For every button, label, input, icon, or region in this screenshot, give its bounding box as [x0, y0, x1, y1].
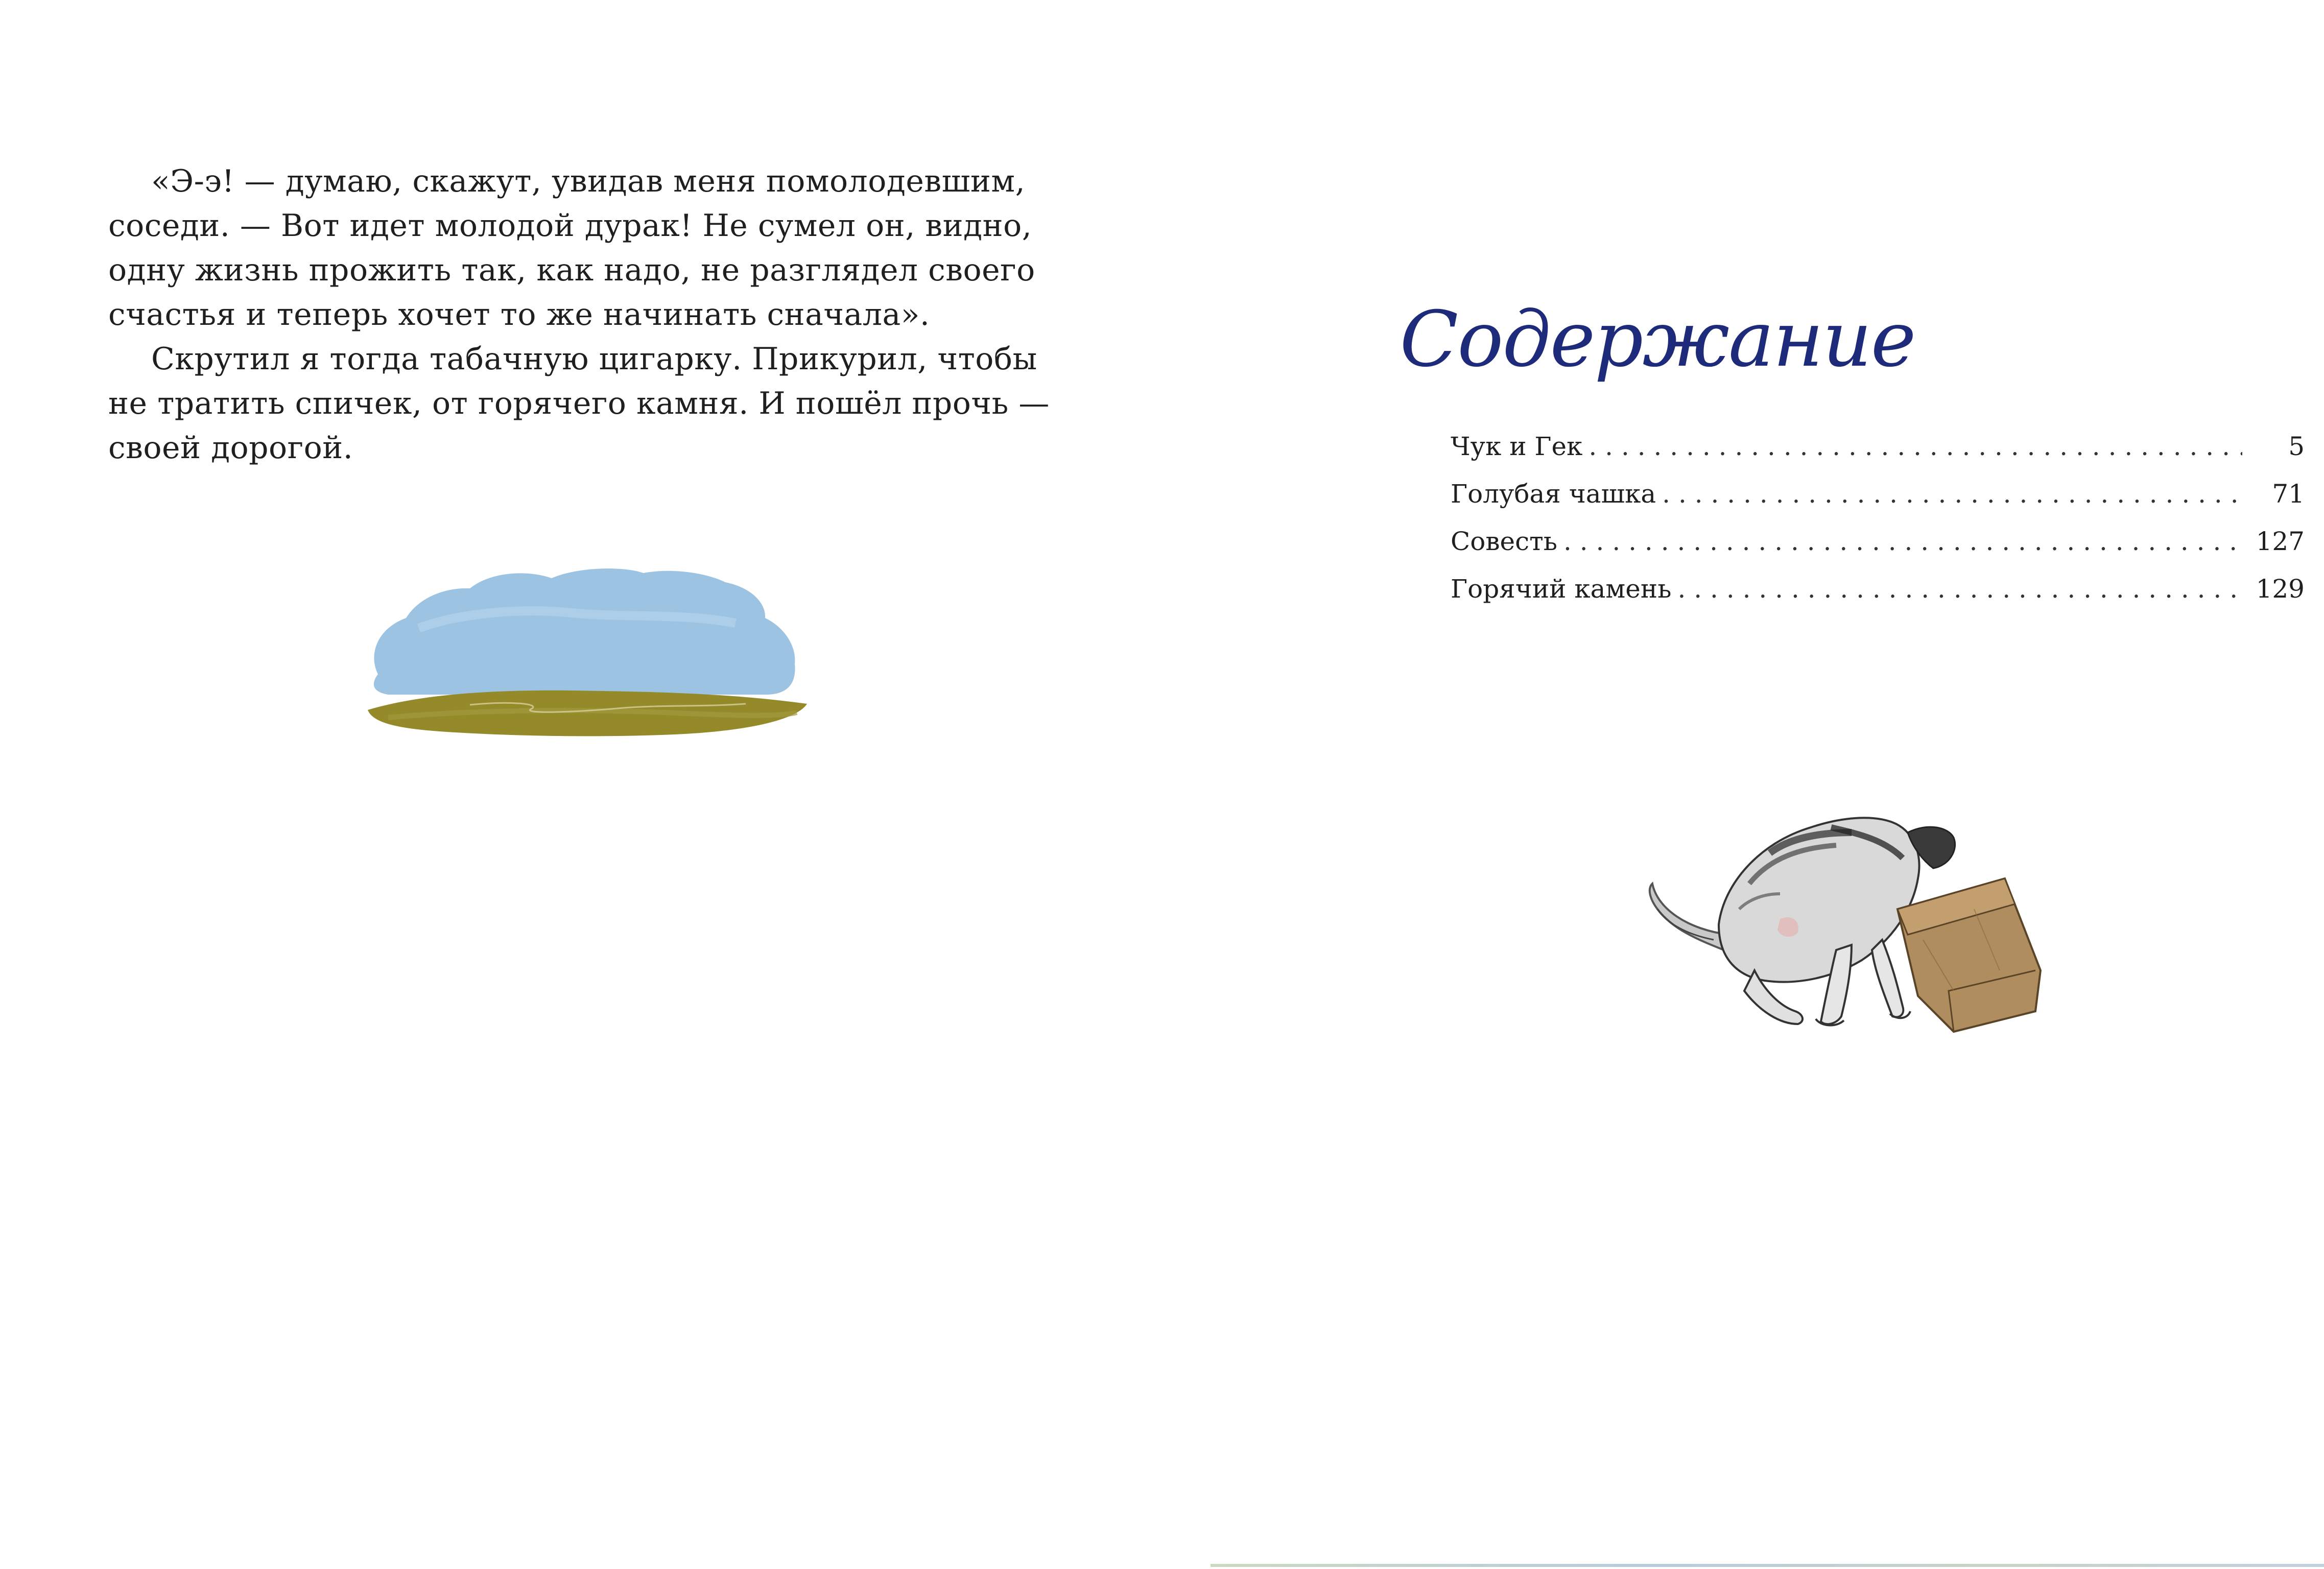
- text-line: счастья и теперь хочет то же начинать сначала».: [108, 297, 930, 332]
- text-line: Скрутил я тогда табачную цигарку. Прикурил, чтобы: [151, 341, 1037, 377]
- toc-item-page: 71: [2272, 479, 2305, 509]
- dog-front-leg: [1872, 940, 1903, 1017]
- toc-item[interactable]: [1451, 423, 2305, 470]
- toc-dot-leader: [1563, 518, 2242, 565]
- sky-cloud: [374, 568, 795, 695]
- toc-item[interactable]: [1451, 470, 2305, 518]
- paragraph-2: [108, 337, 1050, 470]
- toc-item[interactable]: [1451, 565, 2305, 613]
- landscape-illustration: [358, 541, 817, 766]
- toc-item-page: 5: [2288, 432, 2305, 461]
- toc-item-page: 129: [2256, 574, 2305, 604]
- toc-item-label: Горячий камень: [1451, 574, 1672, 604]
- right-page: [1162, 0, 2324, 1569]
- dog-illustration: [1596, 756, 2148, 1052]
- toc-item-label: Чук и Гек: [1451, 432, 1583, 461]
- table-of-contents: [1451, 423, 2305, 613]
- toc-dot-leader: [1662, 470, 2242, 518]
- toc-item-page: 127: [2256, 527, 2305, 556]
- toc-title: Содержание: [1400, 295, 1915, 384]
- toc-dot-leader: [1588, 423, 2242, 470]
- toc-item[interactable]: [1451, 518, 2305, 565]
- toc-item-label: Голубая чашка: [1451, 479, 1656, 509]
- text-line: соседи. — Вот идет молодой дурак! Не сумел он, видно,: [108, 208, 1032, 244]
- toc-dot-leader: [1677, 565, 2242, 613]
- text-line: своей дорогой.: [108, 430, 353, 466]
- text-line: не тратить спичек, от горячего камня. И пошёл прочь —: [108, 386, 1050, 421]
- text-line: «Э-э! — думаю, скажут, увидав меня помолодевшим,: [151, 163, 1026, 199]
- toc-item-label: Совесть: [1451, 527, 1557, 556]
- page-edge-strip: [1211, 1564, 2324, 1567]
- paragraph-1: [108, 159, 1035, 337]
- text-line: одну жизнь прожить так, как надо, не разглядел своего: [108, 252, 1035, 288]
- story-text: [108, 159, 1050, 470]
- dog-tail: [1650, 884, 1729, 950]
